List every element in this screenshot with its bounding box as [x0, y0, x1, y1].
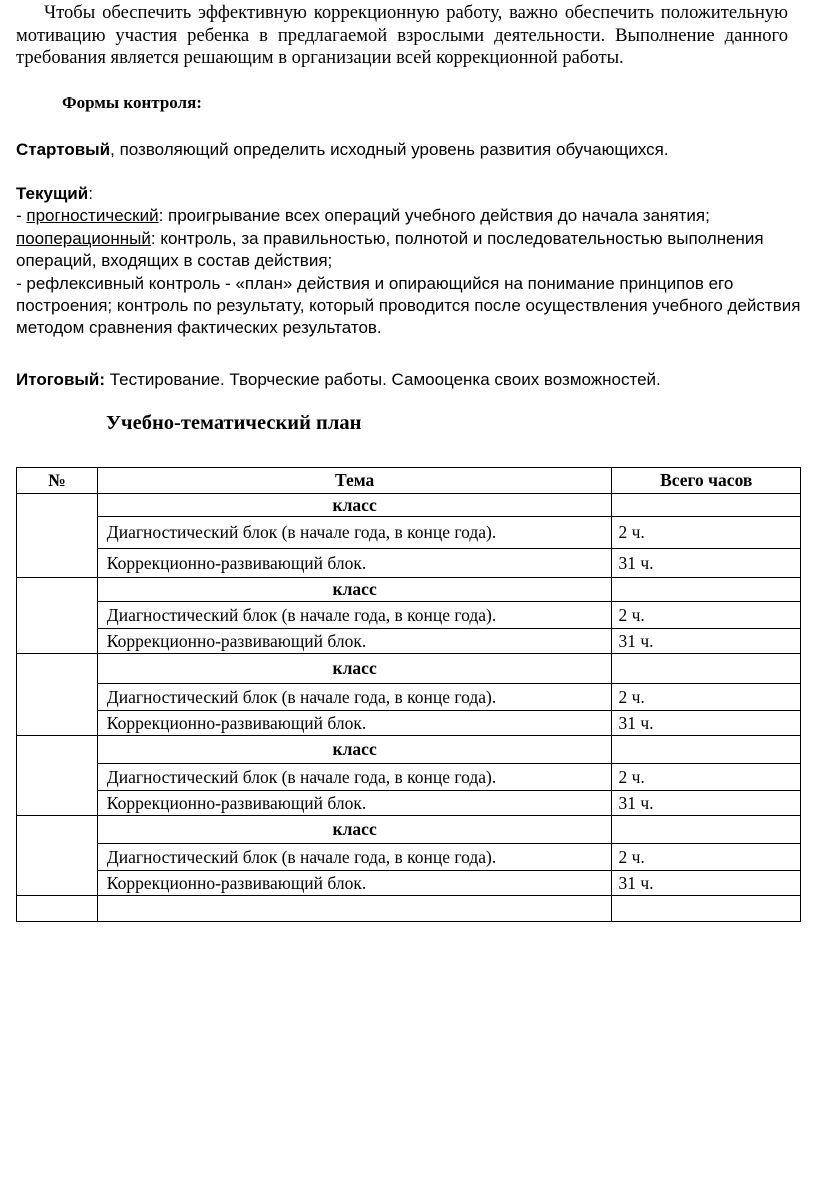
- table-row: [17, 684, 801, 711]
- table-header-row: [17, 468, 801, 494]
- plan-title: Учебно-тематический план: [106, 412, 362, 434]
- final-control: [16, 369, 806, 391]
- table-row: [17, 549, 801, 578]
- class-label: класс: [97, 736, 612, 764]
- start-text: , позволяющий определить исходный уровень развития обучающихся.: [110, 140, 669, 159]
- intro-text: Чтобы обеспечить эффективную коррекционную работу, важно обеспечить положительную мотивацию участия ребенка в предлагаемой взрослыми деятельности. Выполнение данного требования является решающим в организации всей коррекционной работы.: [16, 2, 788, 68]
- intro-paragraph: [16, 2, 788, 70]
- num-cell: [17, 494, 98, 578]
- hours-cell: [612, 896, 801, 922]
- table-row: [17, 517, 801, 549]
- header-hours: Всего часов: [612, 468, 801, 494]
- start-control: [16, 139, 806, 161]
- topic-cell: Диагностический блок (в начале года, в конце года).: [97, 602, 612, 629]
- class-label: класс: [97, 578, 612, 602]
- forms-title: Формы контроля:: [62, 93, 202, 112]
- table-row: [17, 791, 801, 816]
- class-label: класс: [97, 816, 612, 844]
- class-row: [17, 494, 801, 517]
- hours-cell: 2 ч.: [612, 602, 801, 629]
- table-row: [17, 764, 801, 791]
- num-cell: [17, 896, 98, 922]
- hours-cell: [612, 494, 801, 517]
- hours-cell: 31 ч.: [612, 629, 801, 654]
- hours-cell: 31 ч.: [612, 791, 801, 816]
- hours-cell: 31 ч.: [612, 549, 801, 578]
- table-row: [17, 602, 801, 629]
- table-row: [17, 844, 801, 871]
- class-row: [17, 816, 801, 844]
- hours-cell: 31 ч.: [612, 871, 801, 896]
- class-row: [17, 654, 801, 684]
- current-colon: :: [88, 184, 93, 203]
- hours-cell: [612, 578, 801, 602]
- prognostic-prefix: -: [16, 206, 27, 226]
- prognostic-item: [16, 205, 806, 227]
- prognostic-text: : проигрывание всех операций учебного действия до начала занятия;: [158, 206, 710, 226]
- table-row: [17, 629, 801, 654]
- topic-cell: Диагностический блок (в начале года, в конце года).: [97, 684, 612, 711]
- hours-cell: 2 ч.: [612, 684, 801, 711]
- reflexive-item: - рефлексивный контроль - «план» действия и опирающийся на понимание принципов его построения; контроль по результату, который проводится после осуществления учебного действия методом сравнения фактических результатов.: [16, 273, 801, 338]
- prognostic-label: прогностический: [26, 206, 159, 226]
- topic-cell: [97, 896, 612, 922]
- hours-cell: [612, 736, 801, 764]
- topic-cell: Коррекционно-развивающий блок.: [97, 871, 612, 896]
- empty-row: [17, 896, 801, 922]
- topic-cell: Коррекционно-развивающий блок.: [97, 791, 612, 816]
- class-label: класс: [97, 654, 612, 684]
- hours-cell: 2 ч.: [612, 764, 801, 791]
- num-cell: [17, 816, 98, 896]
- plan-table: [16, 467, 801, 922]
- topic-cell: Коррекционно-развивающий блок.: [97, 711, 612, 736]
- table-row: [17, 871, 801, 896]
- hours-cell: 2 ч.: [612, 517, 801, 549]
- final-label: Итоговый:: [16, 370, 106, 389]
- num-cell: [17, 654, 98, 736]
- current-control: [16, 183, 806, 340]
- topic-cell: Диагностический блок (в начале года, в конце года).: [97, 764, 612, 791]
- hours-cell: [612, 816, 801, 844]
- hours-cell: [612, 654, 801, 684]
- num-cell: [17, 736, 98, 816]
- class-label: класс: [97, 494, 612, 517]
- topic-cell: Коррекционно-развивающий блок.: [97, 549, 612, 578]
- current-label: Текущий: [16, 184, 89, 203]
- table-row: [17, 711, 801, 736]
- header-num: №: [17, 468, 98, 494]
- operational-label: пооперационный: [16, 228, 151, 248]
- class-row: [17, 736, 801, 764]
- num-cell: [17, 578, 98, 654]
- topic-cell: Диагностический блок (в начале года, в конце года).: [97, 517, 612, 549]
- hours-cell: 2 ч.: [612, 844, 801, 871]
- hours-cell: 31 ч.: [612, 711, 801, 736]
- topic-cell: Коррекционно-развивающий блок.: [97, 629, 612, 654]
- operational-item: [16, 228, 806, 273]
- start-label: Стартовый: [16, 140, 111, 159]
- header-topic: Тема: [97, 468, 612, 494]
- topic-cell: Диагностический блок (в начале года, в конце года).: [97, 844, 612, 871]
- operational-text: : контроль, за правильностью, полнотой и последовательностью выполнения операций, входящих в состав действия;: [16, 228, 764, 271]
- current-heading: [16, 183, 806, 205]
- final-text: Тестирование. Творческие работы. Самооценка своих возможностей.: [105, 370, 661, 389]
- class-row: [17, 578, 801, 602]
